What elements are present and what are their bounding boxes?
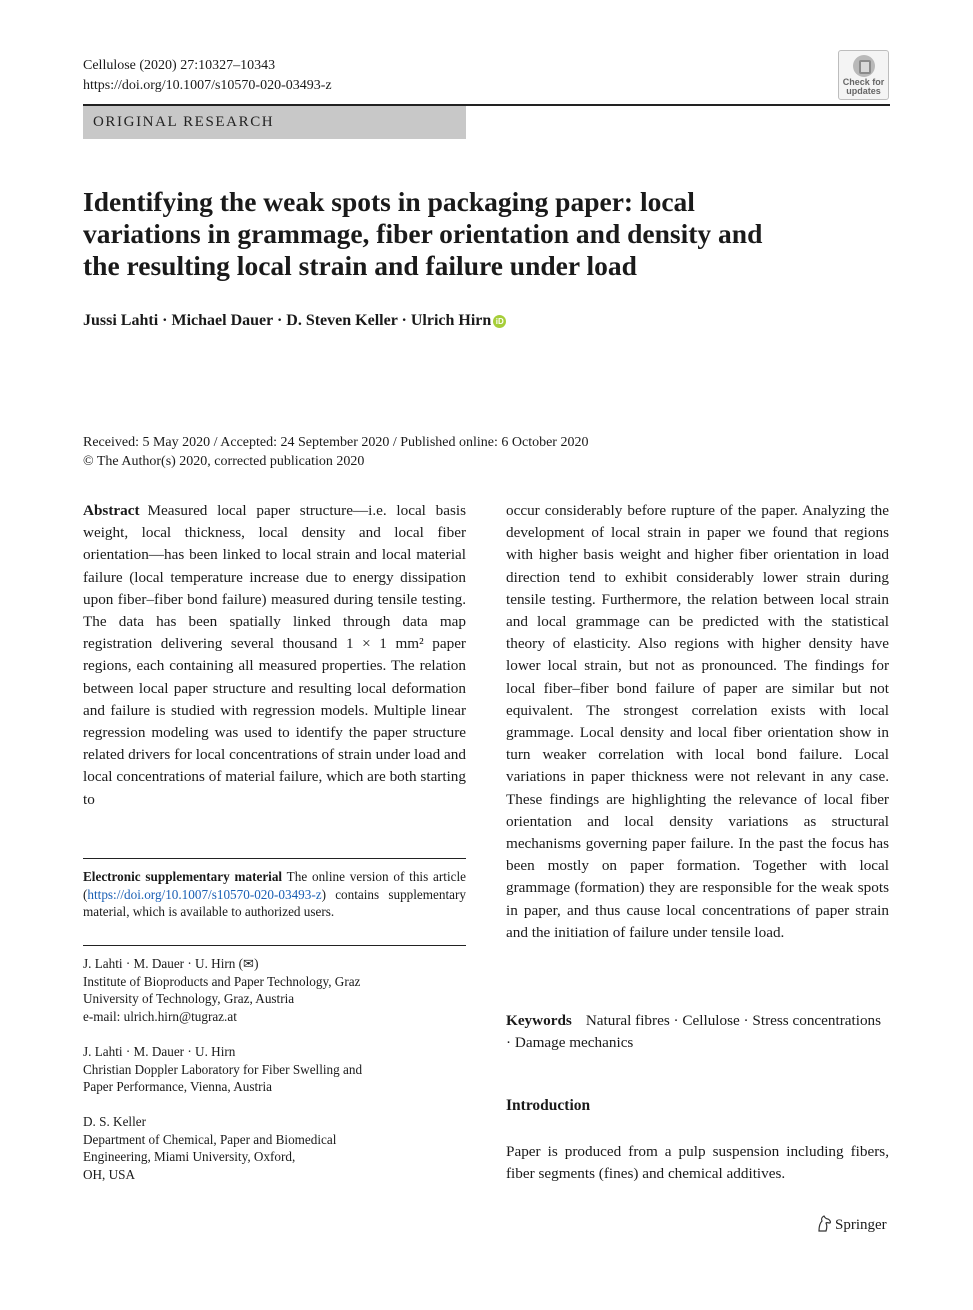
affiliation-2 (83, 1043, 466, 1096)
springer-horse-icon (816, 1215, 832, 1232)
check-for-updates-badge[interactable] (838, 50, 889, 100)
affiliation-names: J. Lahti · M. Dauer · U. Hirn (83, 1044, 236, 1059)
affiliation-names: D. S. Keller (83, 1114, 146, 1129)
journal-citation: Cellulose (2020) 27:10327–10343 (83, 58, 276, 73)
abstract-text-right: occur considerably before rupture of the paper. Analyzing the development of local strain in paper we found that regions with higher basis weight and higher fiber orientation in load direction tend to exhibit considerably lower strain during tensile testing. Furthermore, the relation between local strain and local grammage can be predicted with the statistical theory of elasticity. Also regions with higher density have lower local strain, but not as pronounced. The findings for local fiber–fiber bond failure of paper are similar but not equivalent. The strongest correlation exists with local grammage. Local density and local fiber orientation show in turn weaker correlation with local bond failure. Local variations in paper thickness were not relevant in any case. These findings are highlighting the relevance of local fiber orientation and local density variations as structural mechanisms governing paper failure. In the past the focus has been mostly on paper formation. Together with local grammage (formation) they are responsible for the weak spots in paper, and thus cause local concentrations of paper strain and the initiation of failure under tensile load. (506, 502, 889, 941)
copyright-line: © The Author(s) 2020, corrected publication 2020 (83, 454, 365, 469)
affiliation-line: Department of Chemical, Paper and Biomedical (83, 1131, 337, 1147)
affiliation-3 (83, 1113, 466, 1183)
esm-separator (83, 858, 466, 859)
affiliation-1 (83, 955, 466, 1025)
article-title: Identifying the weak spots in packaging paper: local variations in grammage, fiber orientation and density and the resulting local strain and failure under load (83, 186, 763, 281)
author-list (83, 312, 506, 330)
publication-history: Received: 5 May 2020 / Accepted: 24 September 2020 / Published online: 6 October 2020 (83, 435, 589, 450)
affiliation-line: OH, USA (83, 1166, 136, 1182)
publisher-name: Springer (835, 1217, 887, 1233)
introduction-body (506, 1141, 889, 1185)
esm-link[interactable]: https://doi.org/10.1007/s10570-020-03493-z (87, 886, 322, 902)
doi-link[interactable]: https://doi.org/10.1007/s10570-020-03493-z (83, 78, 332, 93)
introduction-text: Paper is produced from a pulp suspension including fibers, fiber segments (fines) and chemical additives. (506, 1143, 889, 1183)
abstract-right-column (506, 500, 889, 944)
crossmark-icon (853, 55, 875, 77)
abstract-left-column (83, 500, 466, 811)
abstract-text-left: Measured local paper structure—i.e. local basis weight, local thickness, local density and local fiber orientation—has been linked to local strain and local material failure (local temperature increase due to energy dissipation upon fiber–fiber bond failure) measured during tensile testing. The data has been spatially linked through data map registration delivering several thousand 1 × 1 mm² paper regions, each containing all measured properties. The relation between local paper structure and resulting local deformation and failure is studied with regression models. Multiple linear regression modeling was used to identify the paper structure related drivers for local concentrations of strain under load and local concentrations of material failure, which are both starting to (83, 502, 466, 808)
article-type-banner: ORIGINAL RESEARCH (83, 106, 466, 139)
publication-dates (83, 433, 588, 471)
publisher-logo (816, 1215, 887, 1234)
esm-text-before: The online version of this article ( (83, 869, 466, 902)
introduction-heading: Introduction (506, 1097, 591, 1114)
keywords-label: Keywords (506, 1012, 572, 1029)
affiliation-names: J. Lahti · M. Dauer · U. Hirn (✉) (83, 956, 259, 971)
authors-text[interactable]: Jussi Lahti · Michael Dauer · D. Steven Keller · Ulrich Hirn (83, 312, 492, 329)
check-updates-line2: updates (846, 86, 881, 96)
affiliation-line: Christian Doppler Laboratory for Fiber Swelling and (83, 1061, 363, 1077)
orcid-icon[interactable]: iD (493, 315, 506, 328)
keywords-text: Natural fibres · Cellulose · Stress concentrations · Damage mechanics (506, 1012, 882, 1052)
esm-note (83, 868, 466, 921)
affiliation-line: University of Technology, Graz, Austria (83, 991, 295, 1006)
affiliation-email[interactable]: e-mail: ulrich.hirn@tugraz.at (83, 1008, 237, 1024)
check-updates-line1: Check for (842, 77, 885, 87)
affiliation-line: Institute of Bioproducts and Paper Technology, Graz (83, 973, 361, 989)
abstract-label: Abstract (83, 502, 140, 519)
affiliation-line: Paper Performance, Vienna, Austria (83, 1079, 273, 1094)
esm-label: Electronic supplementary material (83, 869, 283, 884)
keywords (506, 1010, 889, 1054)
affiliation-separator (83, 945, 466, 946)
affiliation-line: Engineering, Miami University, Oxford, (83, 1149, 296, 1164)
esm-text-after: ) contains supplementary material, which is available to authorized users. (83, 886, 466, 919)
